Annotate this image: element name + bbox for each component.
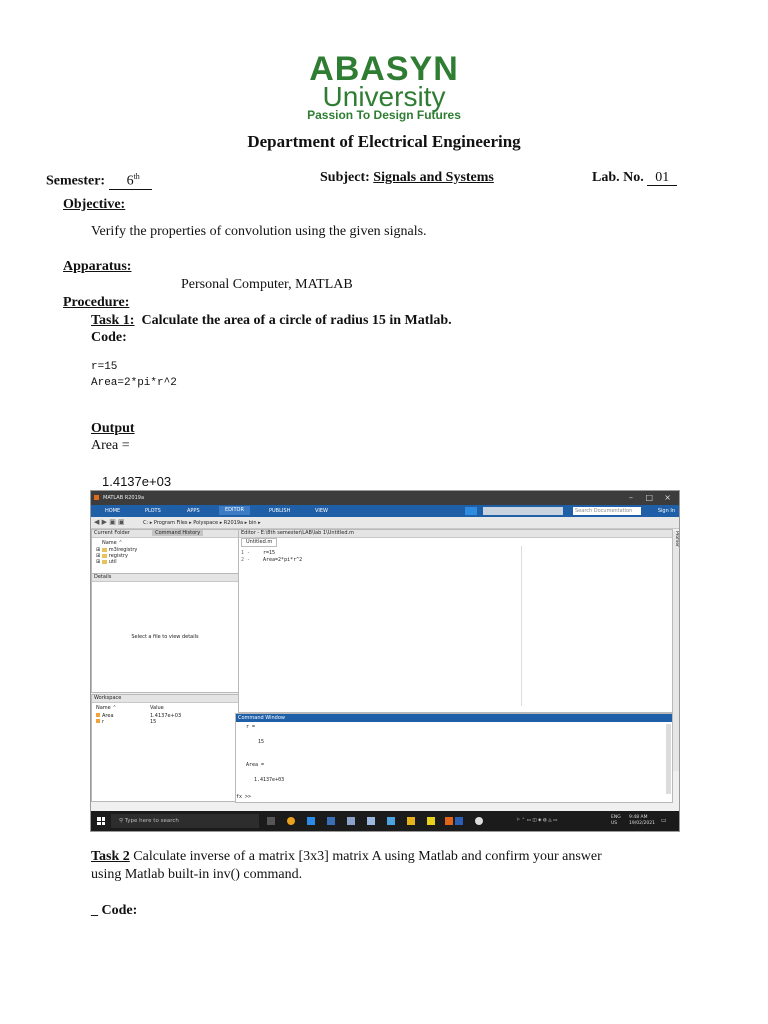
code-line-1: r=15 bbox=[91, 361, 118, 373]
department-title: Department of Electrical Engineering bbox=[247, 132, 521, 151]
matlab-logo-icon bbox=[94, 495, 99, 500]
windows-taskbar bbox=[91, 811, 679, 831]
code-line-2: Area=2*pi*r^2 bbox=[91, 377, 177, 389]
semester-label: Semester: bbox=[46, 173, 106, 189]
cw-prompt[interactable]: fx >> bbox=[236, 794, 252, 800]
app-icon[interactable] bbox=[407, 817, 415, 825]
cw-line-r: r = bbox=[246, 724, 256, 730]
line-number-1: 1 - bbox=[241, 550, 251, 556]
task2-code-label: _ Code: bbox=[91, 903, 138, 918]
editor-line-2[interactable]: Area=2*pi*r^2 bbox=[263, 557, 303, 563]
close-icon[interactable]: × bbox=[664, 493, 671, 502]
tab-editor[interactable]: EDITOR bbox=[219, 506, 250, 515]
cw-scrollbar[interactable] bbox=[666, 724, 671, 794]
matlab-screenshot bbox=[90, 490, 680, 832]
nav-arrows-icon[interactable]: ◀ ▶ ▣ ▣ bbox=[94, 518, 125, 526]
ws-value-col[interactable]: Value bbox=[150, 705, 164, 711]
task1-label: Task 1: bbox=[91, 313, 135, 328]
tab-view[interactable]: VIEW bbox=[315, 508, 328, 514]
task2-line-1 bbox=[91, 849, 602, 865]
ws-row-r[interactable]: r bbox=[96, 719, 104, 725]
lab-value: 01 bbox=[647, 171, 677, 186]
semester-number: 6 bbox=[126, 173, 134, 189]
tab-plots[interactable]: PLOTS bbox=[145, 508, 161, 514]
cw-line-value: 1.4137e+03 bbox=[254, 777, 285, 783]
logo-university: University bbox=[322, 81, 446, 112]
objective-text: Verify the properties of convolution using the given signals. bbox=[91, 224, 427, 239]
semester-value bbox=[109, 170, 152, 190]
details-panel bbox=[91, 573, 239, 693]
word-icon[interactable] bbox=[455, 817, 463, 825]
output-label: Area = bbox=[91, 438, 130, 453]
app-icon[interactable] bbox=[387, 817, 395, 825]
task2-line-2: using Matlab built-in inv() command. bbox=[91, 867, 303, 882]
quick-access-toolbar[interactable] bbox=[483, 507, 563, 515]
folder-item[interactable]: ⊞ registry bbox=[96, 553, 128, 559]
folder-icon[interactable] bbox=[427, 817, 435, 825]
search-documentation-input[interactable]: Search Documentation bbox=[573, 507, 641, 515]
matlab-title-bar bbox=[91, 491, 679, 505]
workspace-panel bbox=[91, 694, 239, 802]
sign-in-link[interactable]: Sign In bbox=[657, 508, 675, 514]
right-margin-line bbox=[521, 546, 522, 706]
output-value: 1.4137e+03 bbox=[102, 474, 172, 489]
editor-panel bbox=[238, 529, 673, 713]
matlab-ribbon bbox=[91, 505, 679, 517]
lab-field bbox=[592, 170, 677, 186]
semester-field bbox=[46, 170, 152, 190]
current-path[interactable]: C: ▸ Program Files ▸ Polyspace ▸ R2019a ▸ bin ▸ bbox=[143, 520, 261, 526]
task-view-icon[interactable] bbox=[267, 817, 275, 825]
tab-publish[interactable]: PUBLISH bbox=[269, 508, 291, 514]
lab-label: Lab. No. bbox=[592, 170, 644, 185]
details-message: Select a file to view details bbox=[131, 634, 199, 640]
minimize-icon[interactable]: – bbox=[629, 493, 633, 502]
taskbar-search-input[interactable]: ⚲ Type here to search bbox=[111, 814, 259, 828]
tray-icons[interactable]: ⚐ ⌃ ▭ ◫ ◈ ◍ ◬ ▭ bbox=[516, 818, 558, 823]
toolbar-icon[interactable] bbox=[465, 507, 477, 515]
details-header: Details bbox=[92, 574, 238, 582]
semester-suffix: th bbox=[133, 172, 140, 181]
editor-title: Editor - E:\8th semester\LAB\lab 1\Untitled.m bbox=[239, 530, 672, 538]
task2-label: Task 2 bbox=[91, 849, 130, 864]
tab-home[interactable]: HOME bbox=[105, 508, 121, 514]
chrome-icon[interactable] bbox=[287, 817, 295, 825]
task1-code-label: Code: bbox=[91, 330, 127, 345]
output-heading: Output bbox=[91, 421, 135, 436]
workspace-header: Workspace bbox=[92, 695, 238, 703]
tab-apps[interactable]: APPS bbox=[187, 508, 200, 514]
app-icon[interactable] bbox=[475, 817, 483, 825]
address-bar[interactable] bbox=[91, 517, 679, 529]
windows-start-icon[interactable] bbox=[97, 817, 105, 825]
editor-tab-untitled[interactable]: Untitled.m bbox=[241, 538, 277, 547]
current-folder-panel bbox=[91, 529, 239, 575]
clock[interactable]: 9:48 AM 19/02/2021 bbox=[629, 815, 655, 826]
current-folder-header bbox=[92, 530, 238, 538]
matlab-taskbar-icon[interactable] bbox=[445, 817, 453, 825]
line-number-2: 2 - bbox=[241, 557, 251, 563]
notifications-icon[interactable]: ▭ bbox=[661, 817, 667, 824]
app-icon[interactable] bbox=[327, 817, 335, 825]
name-column-header[interactable]: Name ⌃ bbox=[102, 540, 123, 546]
task1-heading bbox=[91, 313, 452, 329]
subject-label: Subject: bbox=[320, 170, 370, 185]
cw-line-15: 15 bbox=[258, 739, 265, 745]
apparatus-text: Personal Computer, MATLAB bbox=[181, 277, 353, 292]
folder-item[interactable]: ⊞ m3iregistry bbox=[96, 547, 138, 553]
command-history-tab[interactable]: Command History bbox=[152, 530, 203, 536]
procedure-heading: Procedure: bbox=[63, 295, 130, 310]
command-window[interactable] bbox=[235, 713, 673, 803]
app-icon[interactable] bbox=[367, 817, 375, 825]
current-folder-title: Current Folder bbox=[94, 530, 130, 536]
task2-text-1: Calculate inverse of a matrix [3x3] matrix A using Matlab and confirm your answer bbox=[133, 849, 602, 864]
editor-line-1[interactable]: r=15 bbox=[263, 550, 276, 556]
task1-text: Calculate the area of a circle of radius 15 in Matlab. bbox=[141, 313, 452, 328]
matlab-window-title: MATLAB R2019a bbox=[103, 495, 145, 501]
language-indicator[interactable]: ENG US bbox=[611, 815, 621, 826]
ws-name-col[interactable]: Name ⌃ bbox=[96, 705, 117, 711]
app-icon[interactable] bbox=[347, 817, 355, 825]
objective-heading: Objective: bbox=[63, 197, 126, 212]
command-window-header: Command Window bbox=[236, 714, 672, 722]
ws-row-r-value: 15 bbox=[150, 719, 157, 725]
subject-value: Signals and Systems bbox=[373, 170, 494, 185]
logo-tagline: Passion To Design Futures bbox=[307, 108, 461, 122]
ws-row-area-value: 1.4137e+03 bbox=[150, 713, 182, 719]
folder-item[interactable]: ⊞ util bbox=[96, 559, 117, 565]
profiler-side-tab[interactable]: Profiler bbox=[673, 531, 679, 771]
subject-field bbox=[320, 170, 494, 186]
ws-row-area[interactable]: Area bbox=[96, 713, 114, 719]
logo-wordmark: ABASYN bbox=[309, 50, 459, 88]
app-icon[interactable] bbox=[307, 817, 315, 825]
apparatus-heading: Apparatus: bbox=[63, 259, 132, 274]
cw-line-area: Area = bbox=[246, 762, 265, 768]
maximize-icon[interactable]: □ bbox=[645, 493, 653, 502]
